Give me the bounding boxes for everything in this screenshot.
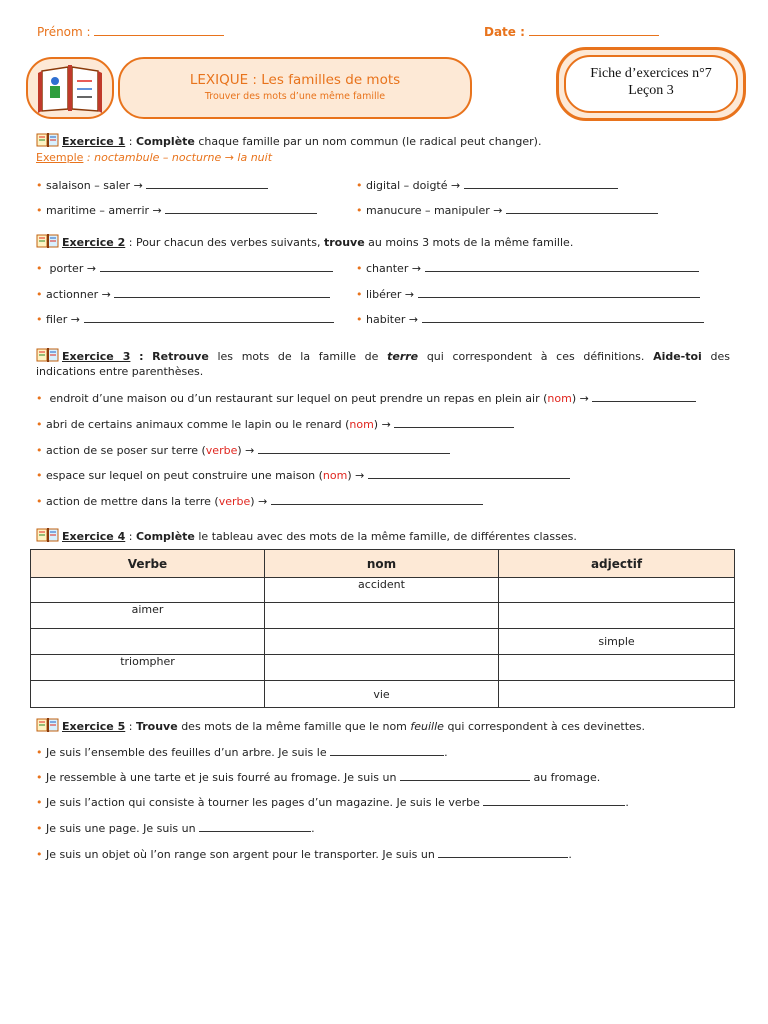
item-text: Je ressemble à une tarte et je suis fourré au fromage. Je suis un [46,771,397,784]
item-text: espace sur lequel on peut construire une maison ( [46,469,323,482]
list-item: • endroit d’une maison ou d’un restaurant sur lequel on peut prendre un repas en plein air (nom) → [36,392,696,405]
item-text-end: . [625,796,629,809]
list-item: • chanter → [356,262,699,275]
list-item: • filer → [36,313,334,326]
item-text: habiter → [366,313,419,326]
item-text-end: . [568,848,572,861]
exercise-5-heading: Exercice 5 : Trouve des mots de la même famille que le nom feuille qui correspondent à ces devinettes. [36,717,645,733]
list-item: • abri de certains animaux comme le lapin ou le renard (nom) → [36,418,514,431]
exercise-3-text-a: les mots de la famille de [217,350,379,363]
list-item: • Je suis l’action qui consiste à tourner les pages d’un magazine. Je suis le verbe . [36,796,629,809]
list-item: • action de se poser sur terre (verbe) → [36,444,450,457]
answer-blank[interactable] [100,262,333,272]
example-text: : noctambule – nocturne → la nuit [86,151,273,164]
exercise-5-text-b: qui correspondent à ces devinettes. [447,720,646,733]
exercise-4-verb: Complète [135,530,195,543]
table-row [31,681,735,708]
prenom-field[interactable] [37,25,224,39]
book-exercise-icon [36,233,60,249]
item-text-end: . [444,746,448,759]
item-text: libérer → [366,288,415,301]
item-text: endroit d’une maison ou d’un restaurant sur lequel on peut prendre un repas en plein air ( [49,392,548,405]
open-book-icon [28,59,112,117]
exercise-3-heading-line2: indications entre parenthèses. [36,365,204,378]
item-text-end: ) → [373,418,391,431]
item-text: salaison – saler → [46,179,143,192]
table-row [31,603,735,629]
exercise-4-label: Exercice 4 [62,530,126,543]
exercise-1-label: Exercice 1 [62,135,126,148]
exercise-3-word: terre [387,350,419,363]
table-cell[interactable]: accident [265,578,499,603]
prenom-label: Prénom : [37,25,91,39]
list-item: • actionner → [36,288,330,301]
list-item: • salaison – saler → [36,179,268,192]
list-item: • Je suis un objet où l’on range son argent pour le transporter. Je suis un . [36,848,572,861]
list-item: • habiter → [356,313,704,326]
answer-blank[interactable] [418,288,700,298]
exercise-2-instruction: au moins 3 mots de la même famille. [368,236,574,249]
item-text: filer → [46,313,80,326]
item-text-end: ) → [237,444,255,457]
answer-blank[interactable] [464,179,618,189]
item-text: maritime – amerrir → [46,204,162,217]
answer-blank[interactable] [199,822,311,832]
answer-blank[interactable] [425,262,699,272]
answer-blank[interactable] [368,469,570,479]
item-text: digital – doigté → [366,179,461,192]
item-text: manucure – manipuler → [366,204,503,217]
list-item: • espace sur lequel on peut construire une maison (nom) → [36,469,570,482]
exercise-3-verb: Retrouve [152,350,209,363]
table-cell[interactable]: aimer [31,603,265,629]
book-illustration-frame [26,57,114,119]
exercise-4-instruction: le tableau avec des mots de la même famille, de différentes classes. [198,530,577,543]
exercise-1-verb: Complète [135,135,195,148]
column-header-verbe: Verbe [31,550,265,578]
column-header-adjectif: adjectif [499,550,735,578]
table-cell[interactable] [265,629,499,655]
exercise-3-aide: Aide-toi [653,350,702,363]
table-cell[interactable]: vie [265,681,499,708]
date-field[interactable] [484,25,659,39]
list-item: • libérer → [356,288,700,301]
item-text: Je suis l’action qui consiste à tourner les pages d’un magazine. Je suis le verbe [46,796,480,809]
answer-blank[interactable] [394,418,514,428]
word-class-tag: nom [322,469,348,482]
table-cell[interactable] [31,629,265,655]
exercise-2-intro: : Pour chacun des verbes suivants, [128,236,321,249]
exercise-2-verb: trouve [323,236,365,249]
answer-blank[interactable] [330,746,444,756]
answer-blank[interactable] [146,179,268,189]
answer-blank[interactable] [84,313,334,323]
answer-blank[interactable] [258,444,450,454]
list-item: • action de mettre dans la terre (verbe) → [36,495,483,508]
book-exercise-icon [36,132,60,148]
answer-blank[interactable] [400,771,530,781]
exercise-5-label: Exercice 5 [62,720,126,733]
item-text: abri de certains animaux comme le lapin ou le renard ( [46,418,350,431]
answer-blank[interactable] [114,288,330,298]
table-cell[interactable] [499,655,735,681]
answer-blank[interactable] [271,495,483,505]
exercise-3-heading: Exercice 3 : Retrouve les mots de la famille de terre qui correspondent à ces définitions. Aide-toi des [36,347,730,363]
example-label: Exemple [36,151,84,164]
item-text: action de se poser sur terre ( [46,444,206,457]
book-exercise-icon [36,347,60,363]
exercise-1-example [36,151,272,164]
item-text: chanter → [366,262,422,275]
column-header-nom: nom [265,550,499,578]
book-exercise-icon [36,717,60,733]
title-banner [118,57,472,119]
answer-blank[interactable] [483,796,625,806]
table-cell[interactable] [265,655,499,681]
exercise-4-heading: Exercice 4 : Complète le tableau avec des mots de la même famille, de différentes classes. [36,527,577,543]
page-subtitle: Trouver des mots d’une même famille [204,91,386,102]
item-text-end: ) → [347,469,365,482]
exercise-1-heading: Exercice 1 : Complète chaque famille par un nom commun (le radical peut changer). [36,132,541,148]
item-text-end: ) → [250,495,268,508]
table-cell[interactable] [499,603,735,629]
exercise-5-verb: Trouve [135,720,178,733]
item-text-end: ) → [571,392,589,405]
answer-blank[interactable] [422,313,704,323]
word-class-tag: nom [349,418,374,431]
item-text-end: . [311,822,315,835]
exercise-5-word: feuille [410,720,444,733]
item-text: actionner → [46,288,111,301]
table-cell[interactable] [31,681,265,708]
item-text: Je suis l’ensemble des feuilles d’un arbre. Je suis le [46,746,327,759]
list-item: • porter → [36,262,333,275]
table-cell[interactable] [265,603,499,629]
list-item: • Je suis l’ensemble des feuilles d’un arbre. Je suis le . [36,746,448,759]
list-item: • manucure – manipuler → [356,204,658,217]
list-item: • Je ressemble à une tarte et je suis fourré au fromage. Je suis un au fromage. [36,771,601,784]
item-text: action de mettre dans la terre ( [46,495,219,508]
table-row [31,629,735,655]
table-cell[interactable]: simple [499,629,735,655]
exercise-2-heading [36,233,573,249]
answer-blank[interactable] [438,848,568,858]
answer-blank[interactable] [592,392,696,402]
exercise-1-instruction: chaque famille par un nom commun (le radical peut changer). [198,135,542,148]
list-item: • digital – doigté → [356,179,618,192]
table-cell[interactable] [499,681,735,708]
prenom-blank[interactable] [94,26,224,36]
word-family-table [30,549,735,708]
fiche-lesson: Leçon 3 [628,83,674,98]
table-header-row [31,550,735,578]
answer-blank[interactable] [506,204,658,214]
exercise-3-text-b: qui correspondent à ces définitions. [426,350,645,363]
fiche-badge [556,47,746,121]
table-cell[interactable]: triompher [31,655,265,681]
book-exercise-icon [36,527,60,543]
word-class-tag: nom [547,392,572,405]
item-text: porter → [49,262,97,275]
date-blank[interactable] [529,26,659,36]
item-text: Je suis un objet où l’on range son argent pour le transporter. Je suis un [46,848,435,861]
word-class-tag: verbe [218,495,251,508]
fiche-title: Fiche d’exercices n°7 [590,66,712,81]
page-title: LEXIQUE : Les familles de mots [189,72,401,88]
table-cell[interactable] [31,578,265,603]
date-label: Date : [484,25,525,39]
list-item: • Je suis une page. Je suis un . [36,822,315,835]
exercise-2-label: Exercice 2 [62,236,126,249]
list-item: • maritime – amerrir → [36,204,317,217]
exercise-3-label: Exercice 3 [62,350,131,363]
word-class-tag: verbe [205,444,238,457]
item-text: Je suis une page. Je suis un [46,822,196,835]
answer-blank[interactable] [165,204,317,214]
table-row [31,578,735,603]
table-cell[interactable] [499,578,735,603]
exercise-5-text-a: des mots de la même famille que le nom [181,720,407,733]
item-text-end: au fromage. [533,771,601,784]
table-row [31,655,735,681]
exercise-3-text-c: des [710,350,730,363]
